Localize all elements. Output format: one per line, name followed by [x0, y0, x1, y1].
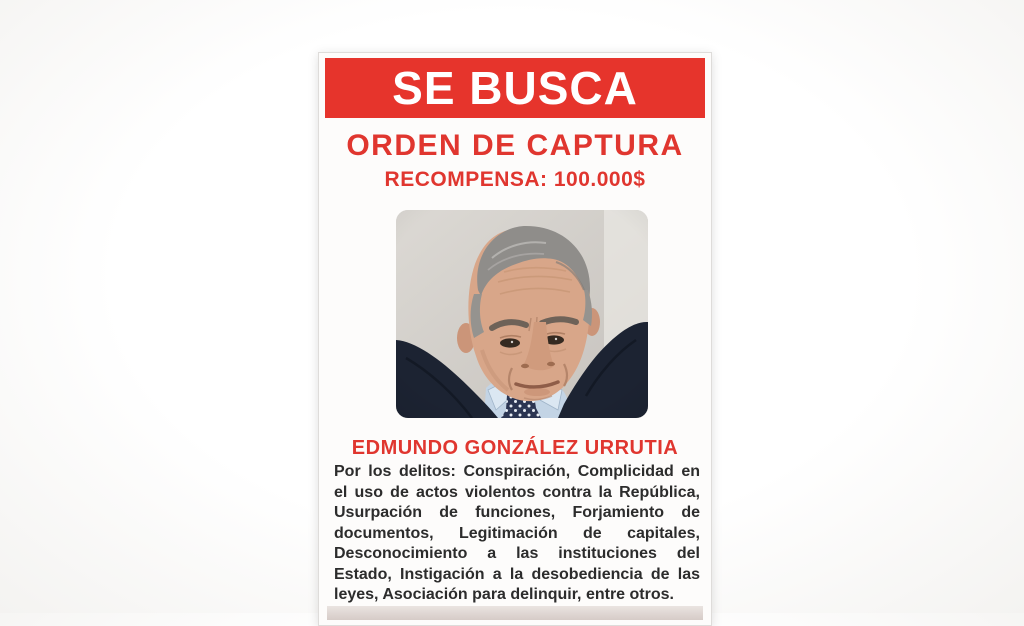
- wanted-banner-label: SE BUSCA: [392, 62, 638, 114]
- reward-line: RECOMPENSA: 100.000$: [384, 168, 646, 191]
- subject-name: EDMUNDO GONZÁLEZ URRUTIA: [351, 437, 679, 459]
- crimes-paragraph: Por los delitos: Conspiración, Complicidad en el uso de actos violentos contra la República, Usurpación de funciones, Forjamiento de documentos, Legitimación de capitales, Desconocimiento a las instituciones del Estado, Instigación a la desobediencia de las leyes, Asociación para delinquir, entre otros.: [334, 463, 700, 603]
- photo-vignette: [396, 210, 648, 418]
- wanted-poster: [318, 52, 712, 626]
- wanted-banner: [325, 58, 705, 118]
- capture-order-title: ORDEN DE CAPTURA: [346, 129, 684, 162]
- portrait-illustration: [396, 210, 648, 418]
- bottom-banner-edge: [327, 606, 703, 620]
- suspect-photo: [396, 210, 648, 418]
